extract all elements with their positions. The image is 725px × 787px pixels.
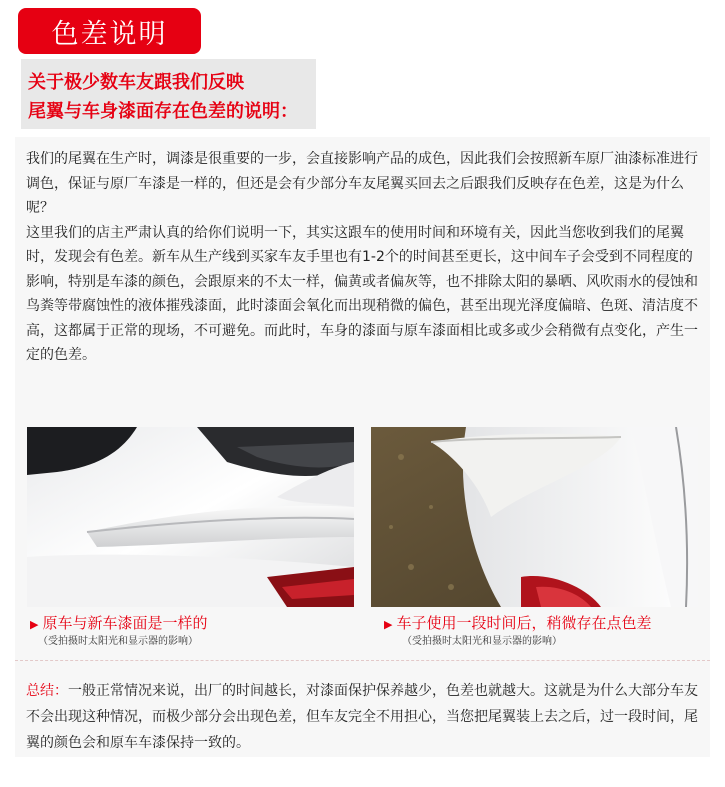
caption-right — [384, 612, 651, 633]
page-title: 色差说明 — [51, 18, 168, 50]
photo-used-car-spoiler — [371, 427, 698, 607]
paragraph-2: 这里我们的店主严肃认真的给你们说明一下，其实这跟车的使用时间和环境有关，因此当您收到我们的尾翼时，发现会有色差。新车从生产线到买家车友手里也有1-2个的时间甚至更长，这中间车子会受到不同程度的影响，特别是车漆的颜色，会跟原来的不太一样，偏黄或者偏灰等，也不排除太阳的暴晒、风吹雨水的侵蚀和鸟粪等带腐蚀性的液体摧残漆面，此时漆面会氧化而出现稍微的偏色，甚至出现光泽度偏暗、色斑、清洁度不高，这都属于正常的现场，不可避免。而此时，车身的漆面与原车漆面相比或多或少会稍微有点变化，产生一定的色差。 — [26, 224, 698, 363]
caption-left-text: 原车与新车漆面是一样的 — [42, 614, 208, 632]
caption-right-text: 车子使用一段时间后，稍微存在点色差 — [396, 614, 652, 632]
caption-left — [30, 612, 207, 633]
title-badge — [18, 8, 201, 54]
summary-block — [26, 678, 706, 756]
subtitle-line-2: 尾翼与车身漆面存在色差的说明： — [28, 101, 298, 122]
triangle-right-icon: ▶ — [384, 618, 393, 631]
photo-new-car-spoiler — [27, 427, 354, 607]
paragraph-1: 我们的尾翼在生产时，调漆是很重要的一步，会直接影响产品的成色，因此我们会按照新车原厂油漆标准进行调色，保证与原厂车漆是一样的，但还是会有少部分车友尾翼买回去之后跟我们反映存在色差，这是为什么呢？ — [26, 151, 698, 216]
summary-label: 总结： — [26, 683, 68, 699]
triangle-right-icon: ▶ — [30, 618, 39, 631]
summary-text: 一般正常情况来说，出厂的时间越长，对漆面保护保养越少，色差也就越大。这就是为什么大部分车友不会出现这种情况，而极少部分会出现色差，但车友完全不用担心，当您把尾翼装上去之后，过一段时间，尾翼的颜色会和原车车漆保持一致的。 — [26, 683, 698, 751]
divider — [15, 660, 710, 661]
note-left: （受拍摄时太阳光和显示器的影响） — [38, 636, 198, 647]
note-right: （受拍摄时太阳光和显示器的影响） — [402, 636, 562, 647]
subtitle-line-1: 关于极少数车友跟我们反映 — [28, 72, 244, 93]
explanation-text — [26, 147, 702, 368]
